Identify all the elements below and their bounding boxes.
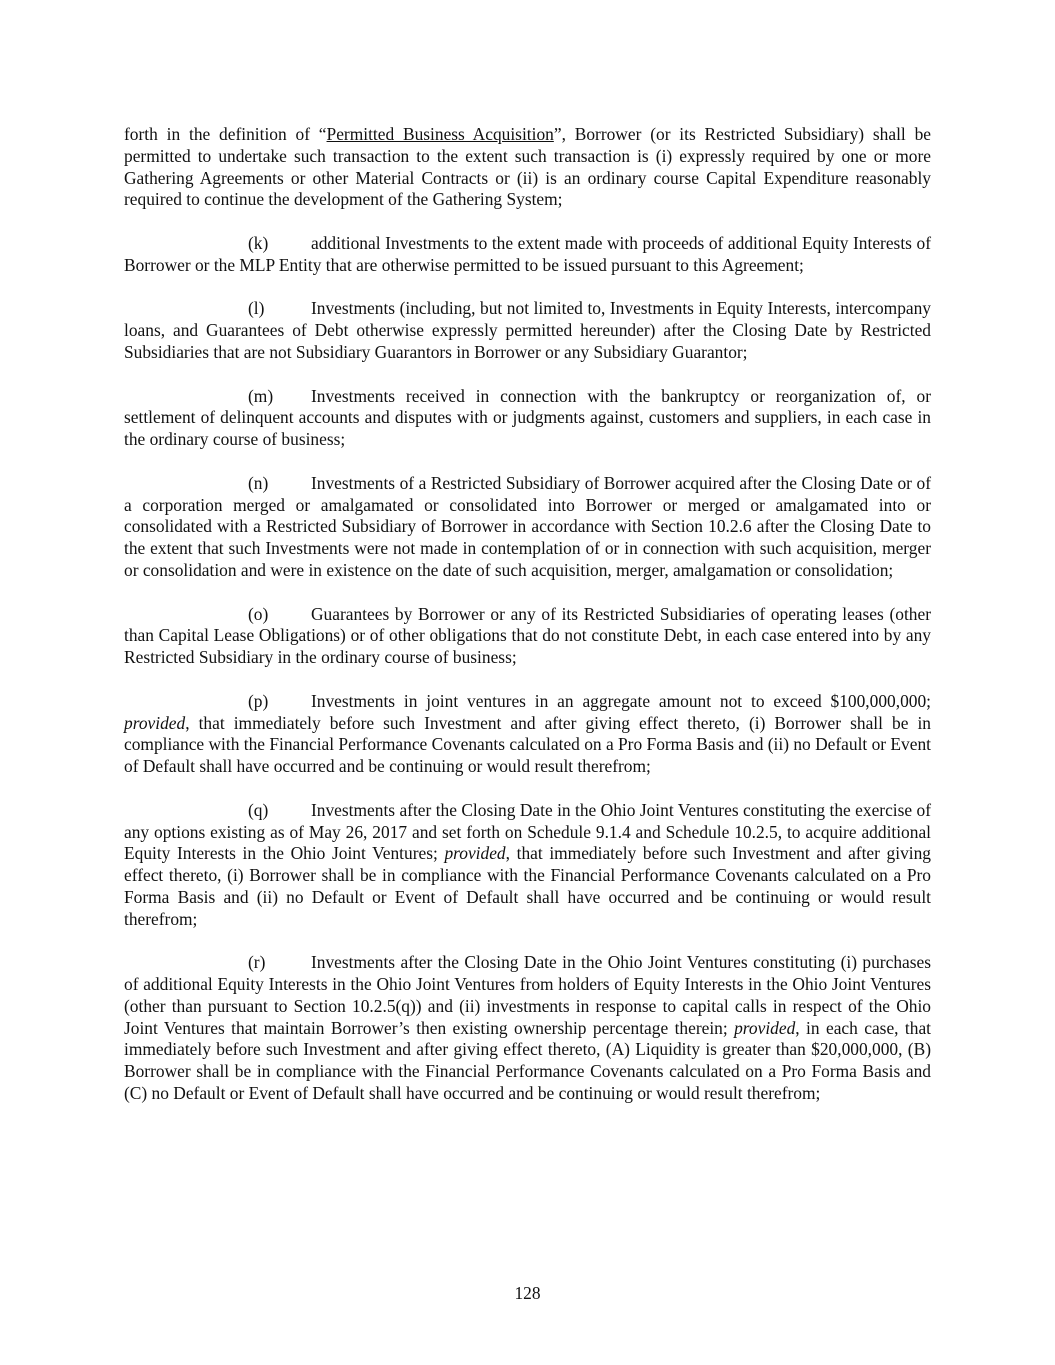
clause-text: Guarantees by Borrower or any of its Restricted Subsidiaries of operating leases (other than Capital Lease Obligations) or of other obligations that do not constitute Debt, in each case entered into by any Restricted Subsidiary in the ordinary course of business;	[124, 603, 931, 668]
proviso-term: provided	[124, 712, 186, 733]
clause-label: (k)	[248, 232, 269, 253]
defined-term-permitted-business-acquisition: Permitted Business Acquisition	[326, 124, 554, 144]
clause-label: (o)	[248, 603, 269, 624]
clause-n	[124, 473, 931, 582]
clause-p: (p) Investments in joint ventures in an aggregate amount not to exceed $100,000,000; provided, that immediately before such Investment and after giving effect thereto, (i) Borrower shall be in compliance with the Financial Performance Covenants calculated on a Pro Forma Basis and (ii) no Default or Event of Default shall have occurred and be continuing or would result therefrom;	[124, 690, 931, 777]
clause-o	[124, 604, 931, 669]
clause-label: (p)	[248, 690, 269, 711]
clause-text: Investments (including, but not limited to, Investments in Equity Interests, intercompany loans, and Guarantees of Debt otherwise expressly permitted hereunder) after the Closing Date by Restricted Subsidiaries that are not Subsidiary Guarantors in Borrower or any Subsidiary Guarantor;	[124, 298, 931, 362]
clause-m	[124, 386, 931, 451]
clause-q: (q) Investments after the Closing Date in the Ohio Joint Ventures constituting the exercise of any options existing as of May 26, 2017 and set forth on Schedule 9.1.4 and Schedule 10.2.5, to acquire additional Equity Interests in the Ohio Joint Ventures; provided, that immediately before such Investment and after giving effect thereto, (i) Borrower shall be in compliance with the Financial Performance Covenants calculated on a Pro Forma Basis and (ii) no Default or Event of Default shall have occurred and be continuing or would result therefrom;	[124, 799, 931, 929]
continuation-paragraph: forth in the definition of “Permitted Business Acquisition”, Borrower (or its Restricted Subsidiary) shall be permitted to undertake such transaction to the extent such transaction is (i) expressly required by one or more Gathering Agreements or other Material Contracts or (ii) is an ordinary course Capital Expenditure reasonably required to continue the development of the Gathering System;	[124, 124, 931, 210]
proviso-term: provided	[444, 843, 506, 864]
clause-k	[124, 233, 931, 277]
clause-l	[124, 298, 931, 363]
clause-text: additional Investments to the extent made with proceeds of additional Equity Interests of Borrower or the MLP Entity that are otherwise permitted to be issued pursuant to this Agreement;	[124, 232, 931, 275]
clause-text: Investments received in connection with the bankruptcy or reorganization of, or settlement of delinquent accounts and disputes with or judgments against, customers and suppliers, in each case in the ordinary course of business;	[124, 385, 931, 450]
page-number: 128	[514, 1283, 541, 1303]
clause-label: (m)	[248, 385, 274, 406]
clause-text: Investments of a Restricted Subsidiary of Borrower acquired after the Closing Date or of a corporation merged or amalgamated or consolidated into Borrower or merged or amalgamated into or consolidated with a Restricted Subsidiary of Borrower in accordance with Section 10.2.6 after the Closing Date to the extent that such Investments were not made in contemplation of or in connection with such acquisition, merger or consolidation and were in existence on the date of such acquisition, merger, amalgamation or consolidation;	[124, 472, 931, 580]
proviso-term: provided	[734, 1017, 796, 1038]
clause-label: (l)	[248, 298, 265, 319]
clause-label: (r)	[248, 952, 266, 973]
clause-r: (r) Investments after the Closing Date in the Ohio Joint Ventures constituting (i) purchases of additional Equity Interests in the Ohio Joint Ventures from holders of Equity Interests in the Ohio Joint Ventures (other than pursuant to Section 10.2.5(q)) and (ii) investments in response to capital calls in respect of the Ohio Joint Ventures that maintain Borrower’s then existing ownership percentage therein; provided, in each case, that immediately before such Investment and after giving effect thereto, (A) Liquidity is greater than $20,000,000, (B) Borrower shall be in compliance with the Financial Performance Covenants calculated on a Pro Forma Basis and (C) no Default or Event of Default shall have occurred and be continuing or would result therefrom;	[124, 952, 931, 1104]
clause-label: (n)	[248, 472, 269, 493]
document-page	[124, 124, 931, 1127]
clause-label: (q)	[248, 799, 269, 820]
